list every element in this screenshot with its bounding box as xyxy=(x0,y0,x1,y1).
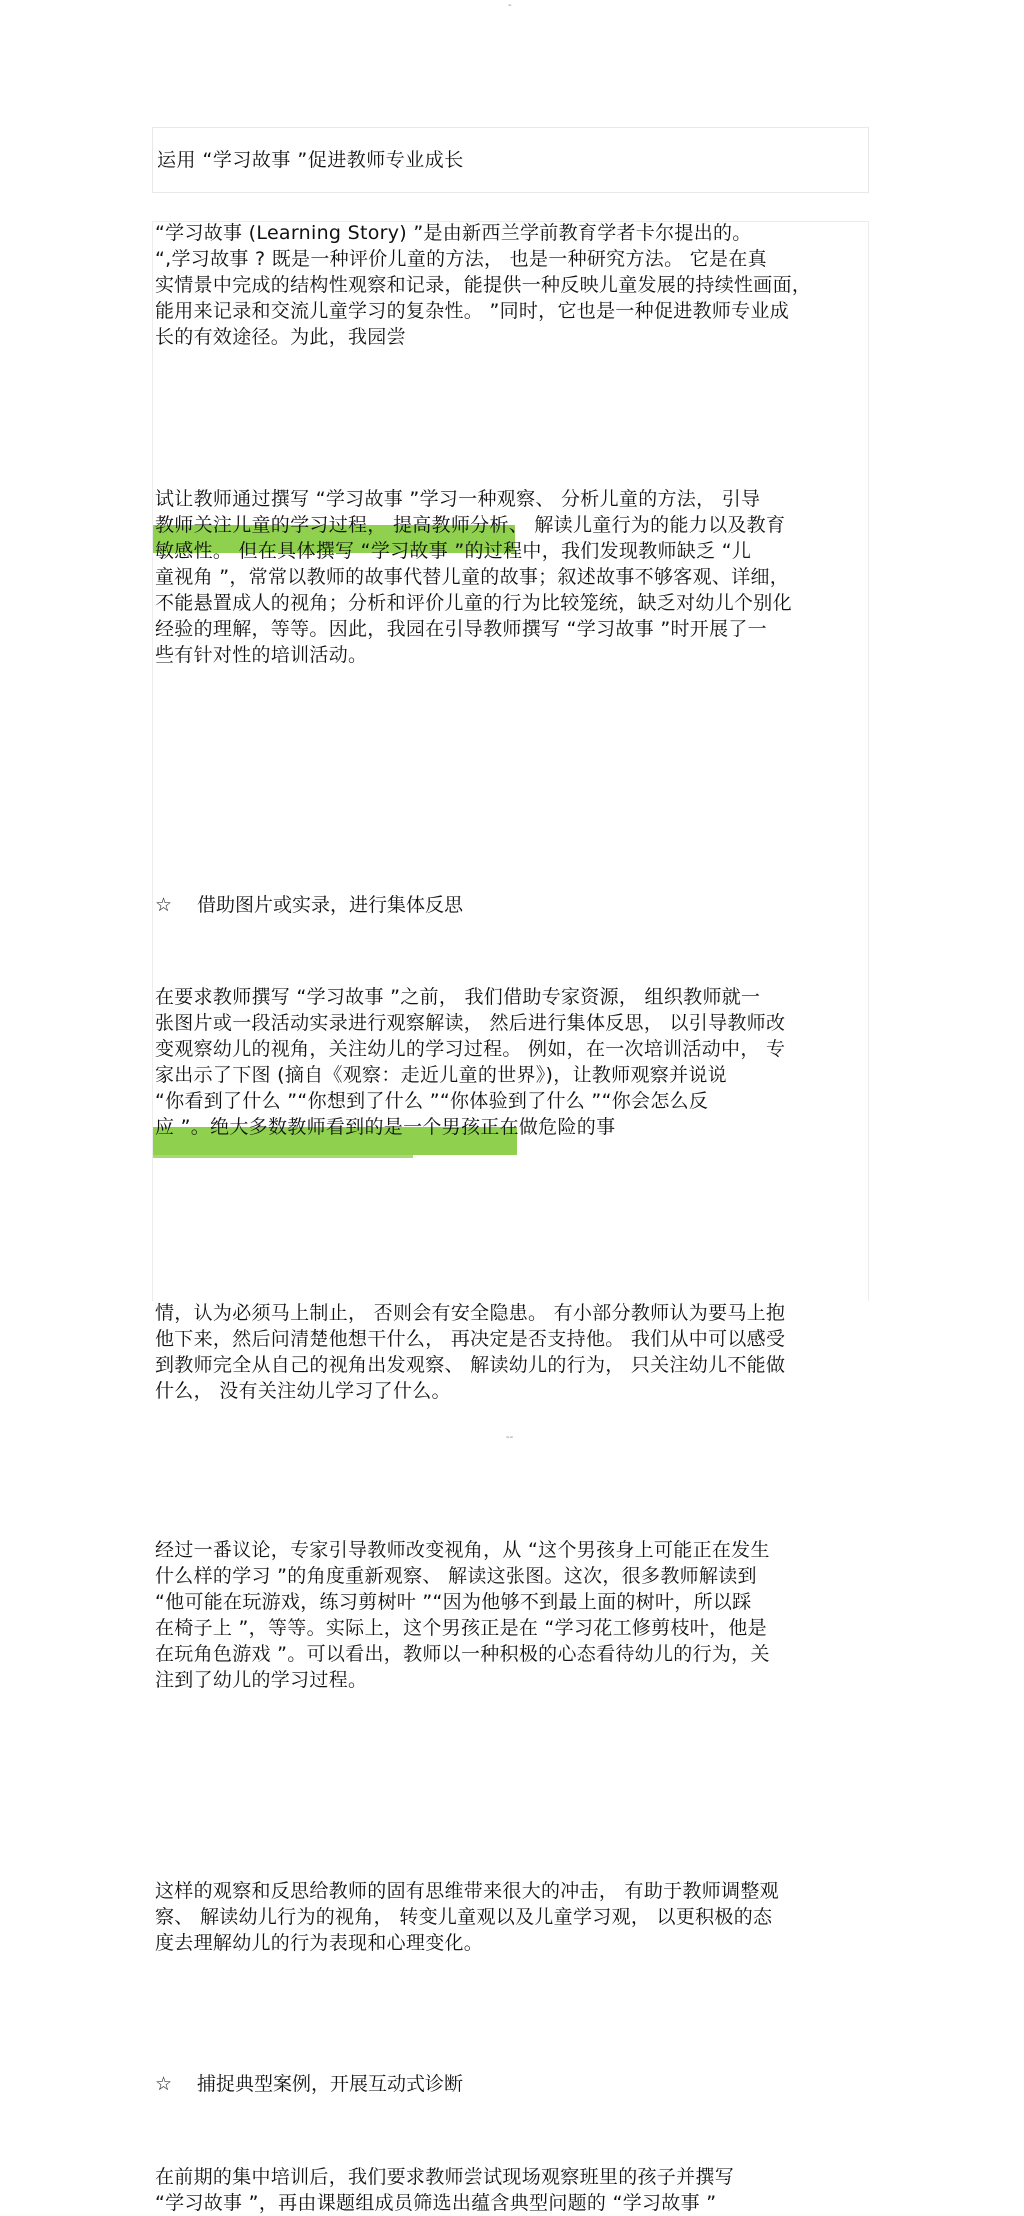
paragraph-5 xyxy=(155,2164,875,2216)
text-line: “学习故事 (Learning Story) ”是由新西兰学前教育学者卡尔提出的。 xyxy=(155,222,752,244)
text-line: 童视角 ”，常常以教师的故事代替儿童的故事；叙述故事不够客观、详细， xyxy=(155,566,790,588)
section-heading-text: 借助图片或实录，进行集体反思 xyxy=(197,894,464,916)
text-line: 经验的理解，等等。因此，我园在引导教师撰写 “学习故事 ”时开展了一 xyxy=(155,618,767,640)
text-line: 教师关注儿童的学习过程， 提高教师分析、 解读儿童行为的能力以及教育 xyxy=(155,514,786,536)
section-heading-1 xyxy=(155,892,1024,918)
intro-paragraph-continued xyxy=(155,486,875,668)
text-line: “,学习故事 ? 既是一种评价儿童的方法， 也是一种研究方法。 它是在真 xyxy=(155,248,767,270)
text-line: 什么， 没有关注幼儿学习了什么。 xyxy=(155,1380,451,1402)
text-line: “学习故事 ”，再由课题组成员筛选出蕴含典型问题的 “学习故事 ” xyxy=(155,2192,717,2214)
text-line: 他下来，然后问清楚他想干什么， 再决定是否支持他。 我们从中可以感受 xyxy=(155,1328,786,1350)
text-line: 这样的观察和反思给教师的固有思维带来很大的冲击， 有助于教师调整观 xyxy=(155,1880,779,1902)
text-line: “你看到了什么 ”“你想到了什么 ”“你体验到了什么 ”“你会怎么反 xyxy=(155,1090,709,1112)
page-mark-bottom: -- xyxy=(506,1432,514,1443)
star-icon: ☆ xyxy=(155,894,173,916)
title-box xyxy=(152,127,869,193)
intro-paragraph xyxy=(155,220,875,350)
text-line: 察、 解读幼儿行为的视角， 转变儿童观以及儿童学习观， 以更积极的态 xyxy=(155,1906,773,1928)
section-heading-text: 捕捉典型案例，开展互动式诊断 xyxy=(197,2073,464,2095)
paragraph-2 xyxy=(155,1300,875,1404)
text-line: 在椅子上 ”，等等。实际上，这个男孩正是在 “学习花工修剪枝叶，他是 xyxy=(155,1617,767,1639)
text-line: 些有针对性的培训活动。 xyxy=(155,644,368,666)
text-line: 不能悬置成人的视角；分析和评价儿童的行为比较笼统，缺乏对幼儿个别化 xyxy=(155,592,792,614)
document-title: 运用 “学习故事 ”促进教师专业成长 xyxy=(157,149,464,171)
paragraph-4 xyxy=(155,1878,875,1956)
section-heading-2 xyxy=(155,2071,1024,2097)
text-line: 长的有效途径。为此，我园尝 xyxy=(155,326,406,348)
star-icon: ☆ xyxy=(155,2073,173,2095)
text-line: 变观察幼儿的视角，关注幼儿的学习过程。 例如，在一次培训活动中， 专 xyxy=(155,1038,786,1060)
text-line: 注到了幼儿的学习过程。 xyxy=(155,1669,368,1691)
text-line: 试让教师通过撰写 “学习故事 ”学习一种观察、 分析儿童的方法， 引导 xyxy=(155,488,761,510)
text-line: 度去理解幼儿的行为表现和心理变化。 xyxy=(155,1932,484,1954)
page-mark-top: - xyxy=(508,0,512,11)
text-line: “他可能在玩游戏，练习剪树叶 ”“因为他够不到最上面的树叶，所以踩 xyxy=(155,1591,752,1613)
paragraph-3 xyxy=(155,1537,875,1693)
text-line: 在要求教师撰写 “学习故事 ”之前， 我们借助专家资源， 组织教师就一 xyxy=(155,986,761,1008)
text-line: 在前期的集中培训后，我们要求教师尝试现场观察班里的孩子并撰写 xyxy=(155,2166,735,2188)
text-line: 实情景中完成的结构性观察和记录，能提供一种反映儿童发展的持续性画面， xyxy=(155,274,812,296)
text-line: 敏感性。 但在具体撰写 “学习故事 ”的过程中，我们发现教师缺乏 “儿 xyxy=(155,540,752,562)
text-line: 张图片或一段活动实录进行观察解读， 然后进行集体反思， 以引导教师改 xyxy=(155,1012,786,1034)
highlight-mark xyxy=(153,1152,413,1158)
paragraph-1 xyxy=(155,984,875,1140)
text-line: 应 ”。绝大多数教师看到的是一个男孩正在做危险的事 xyxy=(155,1116,616,1138)
text-line: 家出示了下图 (摘自《观察：走近儿童的世界》)，让教师观察并说说 xyxy=(155,1064,727,1086)
text-line: 什么样的学习 ”的角度重新观察、 解读这张图。这次，很多教师解读到 xyxy=(155,1565,757,1587)
text-line: 情，认为必须马上制止， 否则会有安全隐患。 有小部分教师认为要马上抱 xyxy=(155,1302,786,1324)
text-line: 能用来记录和交流儿童学习的复杂性。 ”同时，它也是一种促进教师专业成 xyxy=(155,300,790,322)
text-line: 在玩角色游戏 ”。可以看出，教师以一种积极的心态看待幼儿的行为，关 xyxy=(155,1643,770,1665)
text-line: 到教师完全从自己的视角出发观察、 解读幼儿的行为， 只关注幼儿不能做 xyxy=(155,1354,786,1376)
text-line: 经过一番议论，专家引导教师改变视角，从 “这个男孩身上可能正在发生 xyxy=(155,1539,770,1561)
